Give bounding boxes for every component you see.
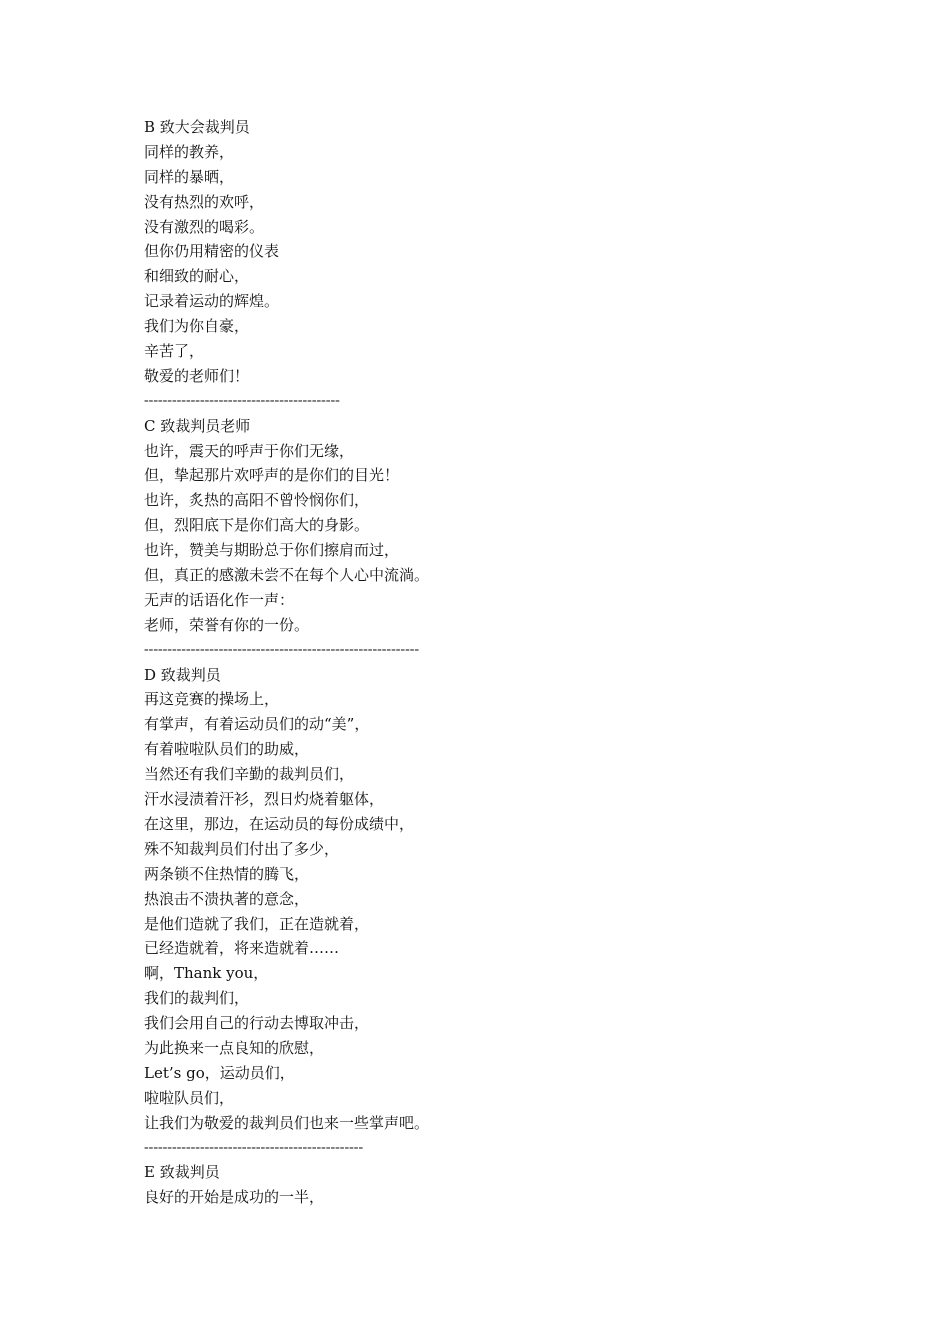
- section-divider: -----------------------------------------------: [144, 1139, 364, 1155]
- poem-line: 当然还有我们辛勤的裁判员们，: [144, 765, 355, 784]
- poem-line: 良好的开始是成功的一半，: [144, 1188, 325, 1207]
- poem-line: 有着啦啦队员们的助威，: [144, 740, 310, 759]
- section-heading: E 致裁判员: [144, 1163, 220, 1182]
- poem-line: 已经造就着，将来造就着……: [144, 939, 340, 958]
- poem-line: 在这里，那边，在运动员的每份成绩中，: [144, 814, 415, 833]
- poem-line: 辛苦了，: [144, 342, 205, 361]
- poem-line: 是他们造就了我们，正在造就着，: [144, 914, 370, 933]
- poem-line: 啦啦队员们，: [144, 1088, 235, 1107]
- poem-line: 但，烈阳底下是你们高大的身影。: [144, 516, 370, 535]
- poem-line: 但，挚起那片欢呼声的是你们的目光！: [144, 466, 400, 485]
- section-heading: D 致裁判员: [144, 665, 221, 684]
- poem-line: 也许，赞美与期盼总于你们擦肩而过，: [144, 541, 400, 560]
- poem-section: [144, 1160, 904, 1210]
- poem-line: 我们为你自豪，: [144, 317, 250, 336]
- poem-line: 为此换来一点良知的欣慰，: [144, 1038, 325, 1057]
- poem-line: 记录着运动的辉煌。: [144, 292, 280, 311]
- poem-line: 啊，Thank you，: [144, 964, 269, 983]
- poem-line: 同样的暴晒，: [144, 167, 235, 186]
- poem-section: [144, 414, 904, 663]
- poem-line: 再这竞赛的操场上，: [144, 690, 280, 709]
- section-divider: ------------------------------------------: [144, 392, 340, 408]
- poem-line: 有掌声，有着运动员们的动“美”，: [144, 715, 370, 734]
- poem-line: 但你仍用精密的仪表: [144, 242, 280, 261]
- poem-section: [144, 115, 904, 414]
- poem-line: 汗水浸渍着汗衫，烈日灼烧着躯体，: [144, 790, 385, 809]
- poem-line: 无声的话语化作一声：: [144, 590, 295, 609]
- poem-line: 也许，震天的呼声于你们无缘，: [144, 441, 355, 460]
- poem-line: 和细致的耐心，: [144, 267, 250, 286]
- poem-line: 也许，炙热的高阳不曾怜悯你们，: [144, 491, 370, 510]
- poem-line: 我们的裁判们，: [144, 989, 250, 1008]
- poem-line: 两条锁不住热情的腾飞，: [144, 864, 310, 883]
- poem-line: Let’s go，运动员们，: [144, 1063, 295, 1082]
- poem-section: [144, 663, 904, 1161]
- poem-line: 老师，荣誉有你的一份。: [144, 615, 310, 634]
- poem-line: 没有热烈的欢呼，: [144, 192, 265, 211]
- section-heading: C 致裁判员老师: [144, 416, 251, 435]
- section-heading: B 致大会裁判员: [144, 118, 250, 136]
- poem-line: 敬爱的老师们！: [144, 366, 250, 385]
- poem-line: 我们会用自己的行动去博取冲击，: [144, 1014, 370, 1033]
- document-body: [144, 115, 904, 1210]
- section-divider: -----------------------------------------------------------: [144, 641, 420, 657]
- poem-line: 但，真正的感激未尝不在每个人心中流淌。: [144, 566, 430, 585]
- poem-line: 让我们为敬爱的裁判员们也来一些掌声吧。: [144, 1113, 430, 1132]
- poem-line: 没有激烈的喝彩。: [144, 217, 265, 236]
- poem-line: 同样的教养，: [144, 142, 235, 161]
- poem-line: 殊不知裁判员们付出了多少，: [144, 839, 340, 858]
- poem-line: 热浪击不溃执著的意念，: [144, 889, 310, 908]
